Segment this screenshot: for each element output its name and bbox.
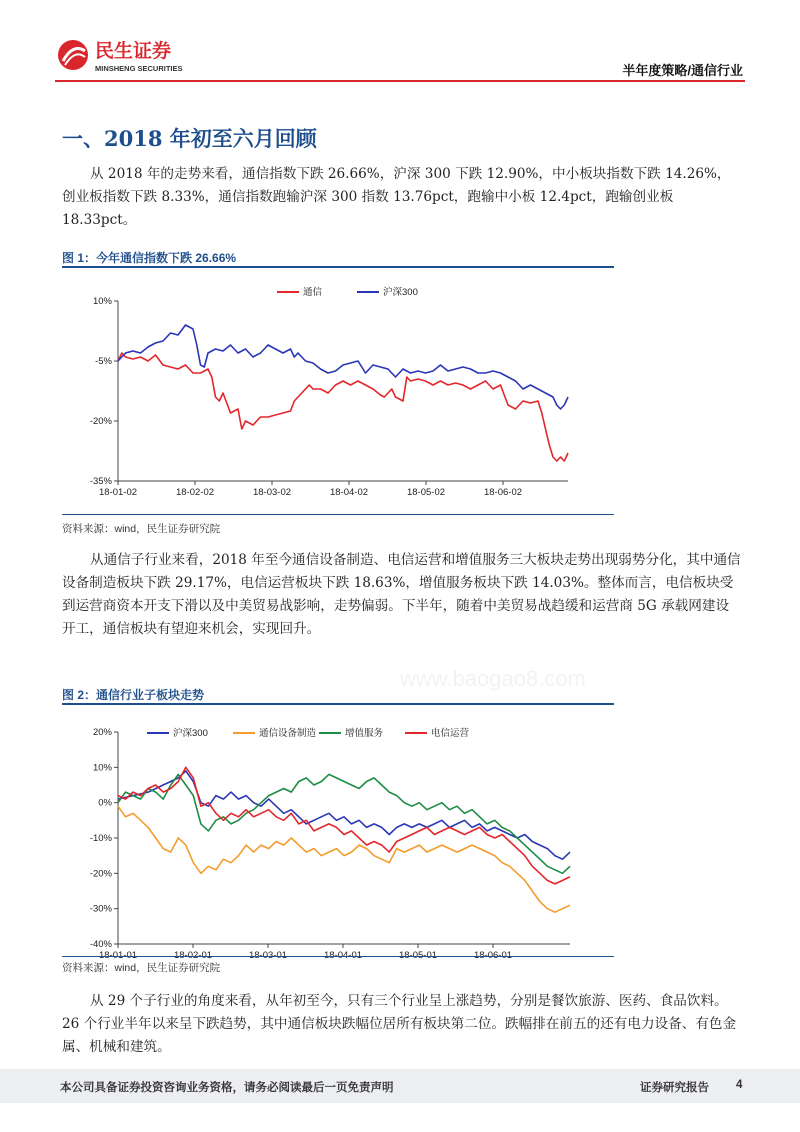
x-tick-label: 18-05-02 [406,487,446,498]
y-tick-label: -5% [95,356,112,367]
x-tick-label: 18-02-02 [175,487,215,498]
paragraph-industries: 从 29 个子行业的角度来看，从年初至今，只有三个行业呈上涨趋势，分别是餐饮旅游、医药、食品饮料。26 个行业半年以来呈下跌趋势，其中通信板块跌幅位居所有板块第二位。跌幅排在前五的还有电力设备、有色金属、机械和建筑。 [62,993,737,1055]
x-tick-label: 18-06-02 [483,487,523,498]
section-title: 一、2018 年初至六月回顾 [62,126,317,151]
logo-cn-text: 民生证券 [95,40,172,62]
logo-en-text: MINSHENG SECURITIES [95,64,183,73]
legend-label: 通信 [303,287,323,298]
footer-page-number: 4 [736,1079,743,1091]
logo-mark-icon [55,35,215,83]
footer-disclaimer: 本公司具备证券投资咨询业务资格，请务必阅读最后一页免责声明 [60,1082,394,1094]
figure-2-title: 图 2：通信行业子板块走势 [62,688,205,702]
series-line-通信 [118,353,568,461]
legend-label: 增值服务 [345,728,384,739]
y-tick-label: -30% [89,903,112,915]
x-tick-label: 18-04-02 [329,487,369,498]
watermark: www.baogao8.com [400,666,586,691]
y-tick-label: 0% [98,797,112,809]
y-tick-label: -40% [89,939,112,950]
figure-1-source: 资料来源：wind，民生证券研究院 [62,523,221,535]
chart2-legend [147,727,470,739]
header-divider [55,80,745,82]
y-tick-label: -20% [89,868,112,880]
y-tick-label: 10% [92,762,112,774]
series-line-增值服务 [118,774,570,873]
figure-1-rule [62,266,614,268]
paragraph-intro: 从 2018 年的走势来看，通信指数下跌 26.66%，沪深 300 下跌 12.90%，中小板块指数下跌 14.26%，创业板指数下跌 8.33%，通信指数跑输沪深 300 指数 13.76pct，跑输中小板 12.4pct，跑输创业板 18.33pct。 [62,166,731,228]
figure-1-title: 图 1：今年通信指数下跌 26.66% [62,251,237,265]
y-tick-label: 10% [92,296,112,307]
header-category: 半年度策略/通信行业 [622,63,743,78]
chart1-legend [277,286,418,298]
figure-2-rule [62,703,614,705]
chart-tongxin-vs-hs300 [62,270,614,510]
series-line-通信设备制造 [118,806,570,912]
chart-subsector-trend [62,712,614,952]
chart2-axes [90,727,570,961]
footer-report-type: 证券研究报告 [640,1082,709,1094]
figure-1-bottom-rule [62,514,614,515]
y-tick-label: -35% [89,476,112,487]
x-tick-label: 18-01-02 [98,487,138,498]
legend-label: 沪深300 [383,287,418,298]
chart2-series [118,767,570,912]
chart1-series [118,325,568,461]
legend-label: 电信运营 [431,728,470,739]
y-tick-label: -10% [89,833,112,844]
series-line-沪深300 [118,325,568,409]
chart1-axes [90,296,568,498]
paragraph-subsectors: 从通信子行业来看，2018 年至今通信设备制造、电信运营和增值服务三大板块走势出现弱势分化，其中通信设备制造板块下跌 29.17%，电信运营板块下跌 18.63%，增值服务板块下跌 14.03%。整体而言，电信板块受到运营商资本开支下滑以及中美贸易战影响，走势偏弱。下半年，随着中美贸易战趋缓和运营商 5G 承载网建设开工，通信板块有望迎来机会，实现回升。 [62,552,741,637]
legend-label: 沪深300 [173,728,208,739]
figure-2-bottom-rule [62,956,614,957]
legend-label: 通信设备制造 [259,728,317,739]
y-tick-label: -20% [89,416,112,427]
y-tick-label: 20% [92,727,112,738]
x-tick-label: 18-03-02 [252,487,292,498]
figure-2-source: 资料来源：wind，民生证券研究院 [62,962,221,974]
minsheng-logo [55,35,215,83]
